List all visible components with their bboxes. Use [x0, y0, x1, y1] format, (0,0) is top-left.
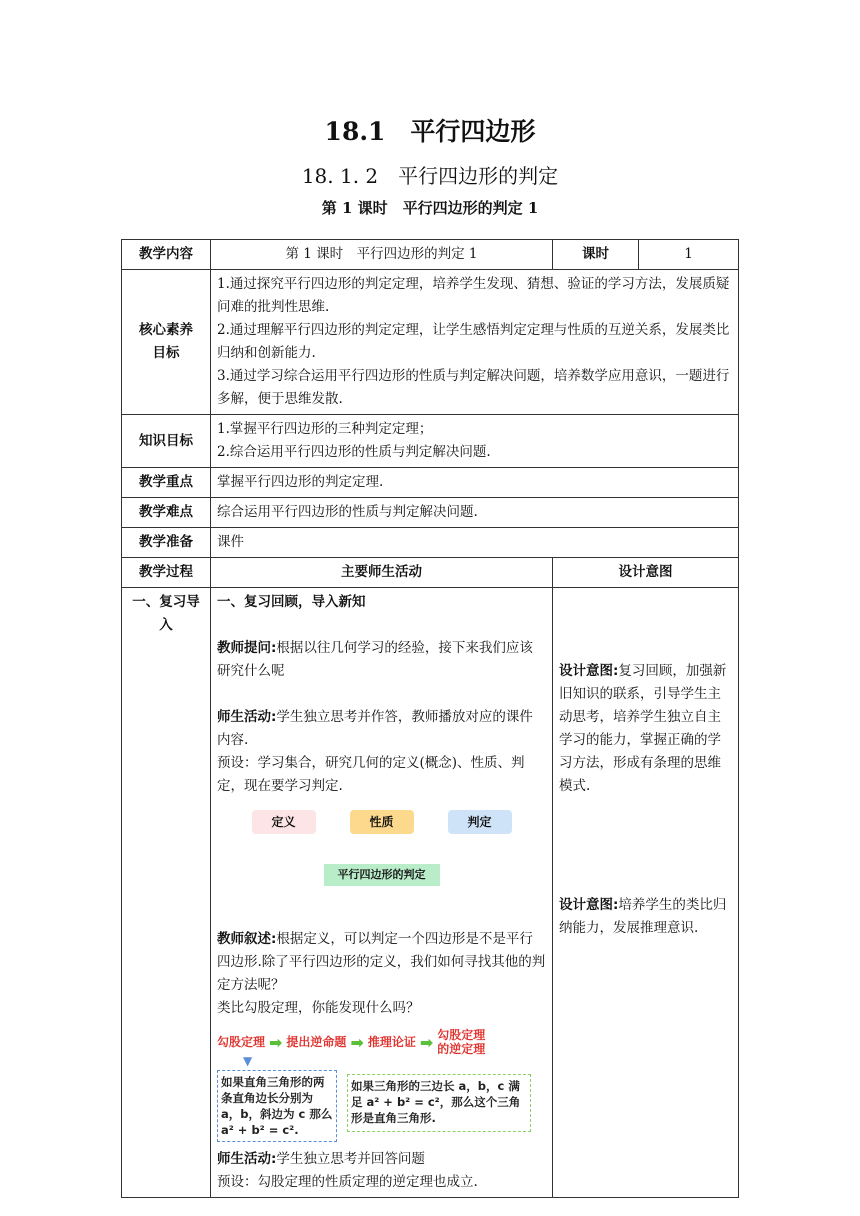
converse-theorem-box: 如果三角形的三边长 a，b，c 满足 a² + b² = c²，那么这个三角形是直角三角形.	[347, 1074, 531, 1132]
core-label-line2: 目标	[152, 345, 180, 361]
core-goal-item: 2.通过理解平行四边形的判定定理，让学生感悟判定定理与性质的互逆关系，发展类比归纳和创新能力.	[217, 322, 730, 361]
intent-1	[559, 660, 732, 798]
concept-pills	[217, 810, 546, 834]
flow-step-3: 推理论证	[367, 1034, 416, 1049]
flow-step-4	[437, 1028, 485, 1056]
chapter-title: 18.1 平行四边形	[324, 117, 536, 146]
core-goal-item: 1.通过探究平行四边形的判定定理，培养学生发现、猜想、验证的学习方法，发展质疑问难的批判性思维.	[217, 276, 730, 315]
activity-2	[217, 1148, 546, 1171]
knowledge-item: 1.掌握平行四边形的三种判定定理；	[217, 421, 433, 437]
arrow-down-icon: ▼	[243, 1054, 253, 1068]
narration-text: 根据定义，可以判定一个四边形是不是平行四边形.除了平行四边形的定义，我们如何寻找其他的判定方法呢？	[217, 931, 546, 993]
activities-cell	[211, 588, 553, 1198]
arrow-right-icon: ➡	[419, 1032, 434, 1052]
teacher-question	[217, 637, 546, 683]
teacher-question-text: 根据以往几何学习的经验，接下来我们应该研究什么呢	[217, 640, 533, 679]
pill-property: 性质	[350, 810, 414, 834]
core-label-line1: 核心素养	[139, 322, 193, 338]
lesson-plan-table	[121, 239, 739, 1198]
pythagorean-theorem-box: 如果直角三角形的两条直角边长分别为 a，b，斜边为 c 那么 a² + b² = c².	[217, 1070, 337, 1142]
focus-label: 教学重点	[122, 468, 211, 498]
arrow-right-icon: ➡	[269, 1032, 283, 1052]
period-label: 课时	[553, 240, 639, 270]
activity-1-label: 师生活动:	[217, 709, 277, 725]
activity-1-text: 学生独立思考并作答，教师播放对应的课件内容.	[217, 709, 533, 748]
activity-2-text: 学生独立思考并回答问题	[276, 1151, 425, 1167]
intent-1-text: 复习回顾，加强新旧知识的联系，引导学生主动思考，培养学生独立自主学习的能力，掌握正确的学习方法，形成有条理的思维模式.	[559, 663, 727, 794]
activity-2-label: 师生活动:	[217, 1151, 277, 1167]
reasoning-flow	[217, 1028, 546, 1056]
knowledge-item: 2.综合运用平行四边形的性质与判定解决问题.	[217, 444, 491, 460]
core-goal-item: 3.通过学习综合运用平行四边形的性质与判定解决问题，培养数学应用意识，一题进行多解，便于思维发散.	[217, 368, 730, 407]
activity-2-preset: 预设：勾股定理的性质定理的逆定理也成立.	[217, 1174, 478, 1190]
activity-1	[217, 706, 546, 752]
pill-determination: 判定	[448, 810, 512, 834]
intent-header: 设计意图	[553, 558, 739, 588]
flow-step-2: 提出逆命题	[286, 1034, 347, 1049]
difficulty-value: 综合运用平行四边形的性质与判定解决问题.	[211, 498, 739, 528]
prep-label: 教学准备	[122, 528, 211, 558]
intent-2-text: 培养学生的类比归纳能力，发展推理意识.	[559, 897, 727, 936]
knowledge-goals	[211, 415, 739, 468]
narration-label: 教师叙述:	[217, 931, 277, 947]
content-label: 教学内容	[122, 240, 211, 270]
difficulty-label: 教学难点	[122, 498, 211, 528]
activity-section-title: 一、复习回顾，导入新知	[217, 594, 366, 610]
theorem-boxes	[217, 1070, 546, 1142]
flow-step-4-line2: 的逆定理	[437, 1042, 486, 1056]
flow-step-4-line1: 勾股定理	[437, 1028, 486, 1042]
pill-definition: 定义	[252, 810, 316, 834]
knowledge-label: 知识目标	[122, 415, 211, 468]
activities-header: 主要师生活动	[211, 558, 553, 588]
intent-2	[559, 894, 732, 940]
activity-1-preset: 预设：学习集合，研究几何的定义(概念)、性质、判定，现在要学习判定.	[217, 755, 525, 794]
teacher-question-label: 教师提问:	[217, 640, 277, 656]
process-header: 教学过程	[122, 558, 211, 588]
intent-2-label: 设计意图:	[559, 897, 619, 913]
flow-step-1: 勾股定理	[217, 1034, 266, 1049]
core-goals	[211, 270, 739, 415]
lesson-title: 第 1 课时 平行四边形的判定 1	[321, 199, 539, 217]
teacher-narration	[217, 928, 546, 997]
core-label	[122, 270, 211, 415]
content-value: 第 1 课时 平行四边形的判定 1	[211, 240, 553, 270]
topic-box: 平行四边形的判定	[324, 864, 440, 886]
arrow-right-icon: ➡	[350, 1032, 364, 1052]
stage-label: 一、复习导入	[122, 588, 211, 1198]
period-value: 1	[639, 240, 739, 270]
prep-value: 课件	[211, 528, 739, 558]
section-title: 18. 1. 2 平行四边形的判定	[301, 164, 559, 188]
intent-cell	[553, 588, 739, 1198]
focus-value: 掌握平行四边形的判定定理.	[211, 468, 739, 498]
narration-question: 类比勾股定理，你能发现什么吗？	[217, 1000, 420, 1016]
intent-1-label: 设计意图:	[559, 663, 619, 679]
